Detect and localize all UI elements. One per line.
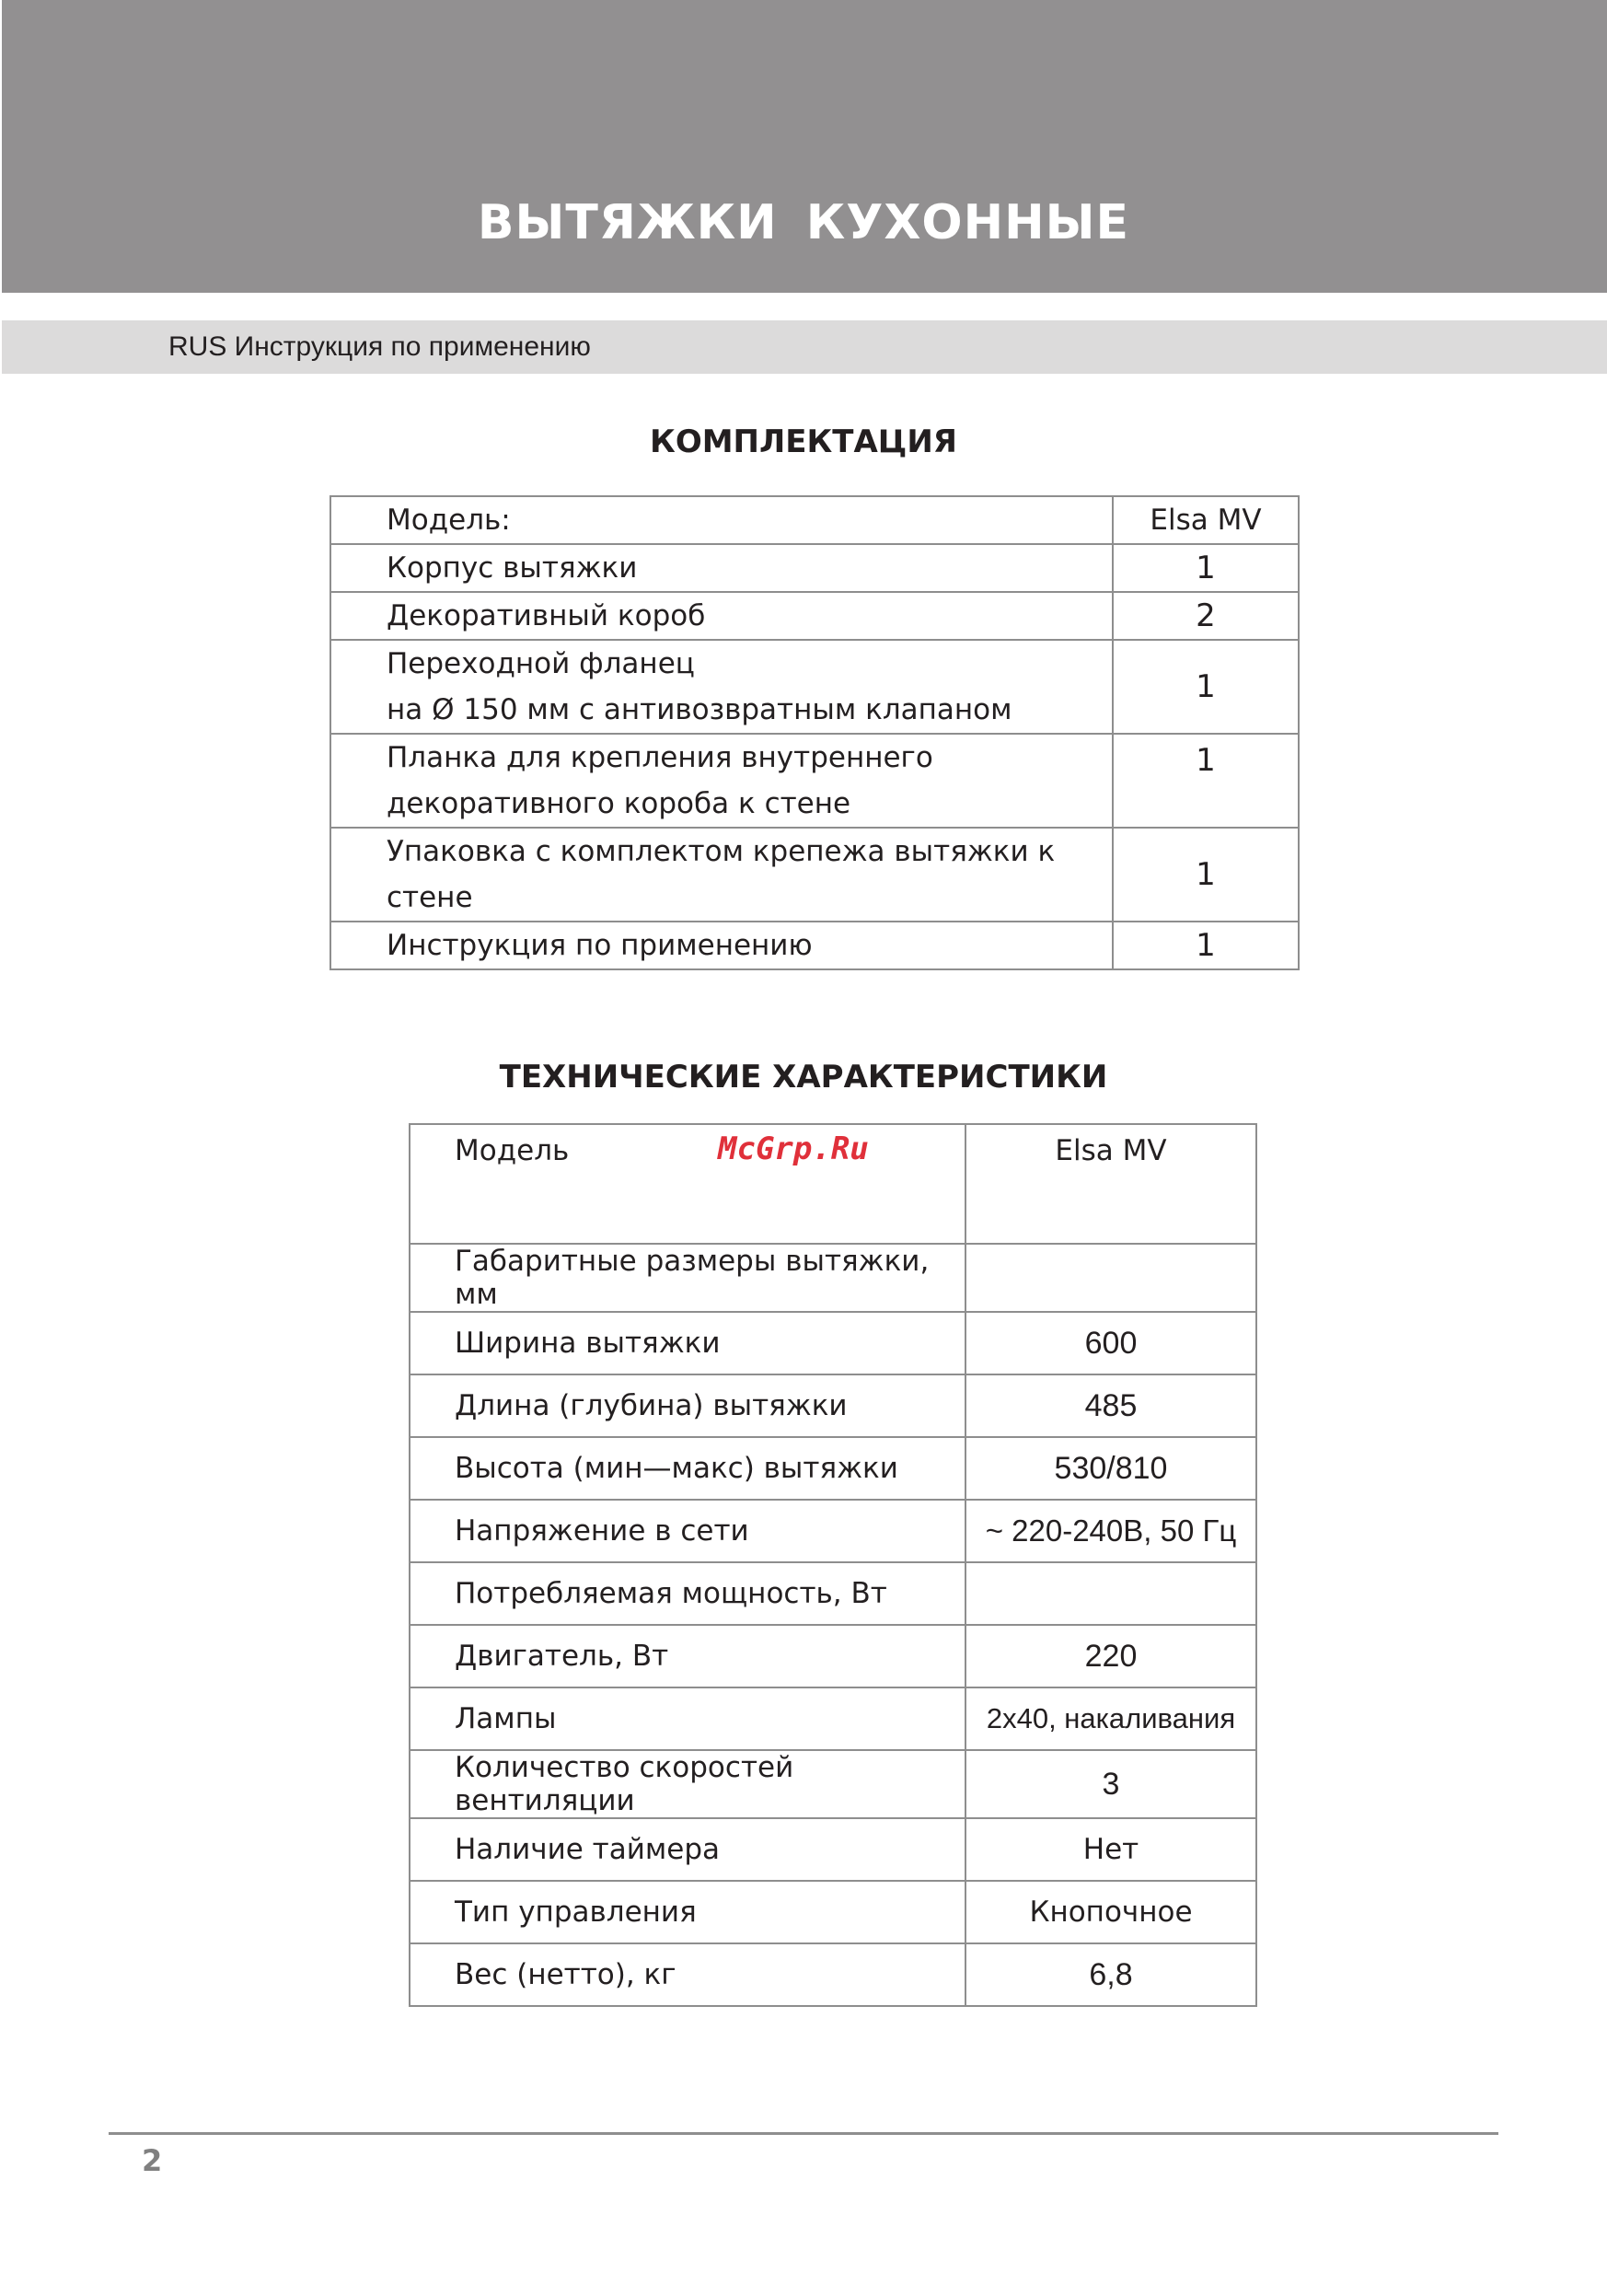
- table-cell-value: [965, 1562, 1256, 1625]
- name-line: на Ø 150 мм с антивозвратным клапаном: [387, 693, 1012, 726]
- name-line: Планка для крепления внутреннего: [387, 741, 933, 774]
- komplektatsiya-title: КОМПЛЕКТАЦИЯ: [650, 423, 957, 460]
- table-cell-value: Elsa MV: [1113, 496, 1299, 544]
- table-cell-name: Ширина вытяжки: [410, 1312, 965, 1374]
- page-number: 2: [142, 2143, 163, 2178]
- table-cell-value: 2: [1113, 592, 1299, 640]
- table-cell-value: Кнопочное: [965, 1881, 1256, 1943]
- watermark-text: McGrp.Ru: [718, 1131, 869, 1167]
- table-row: [410, 1500, 1256, 1562]
- table-row: [410, 1625, 1256, 1687]
- table-cell-value: 2x40, накаливания: [965, 1687, 1256, 1750]
- table-cell-name: Модель:: [330, 496, 1113, 544]
- table-row: [330, 828, 1299, 922]
- table-cell-name: Напряжение в сети: [410, 1500, 965, 1562]
- page-title: ВЫТЯЖКИ КУХОННЫЕ: [477, 195, 1130, 250]
- table-cell-name: Лампы: [410, 1687, 965, 1750]
- tech-table: [409, 1123, 1257, 2007]
- table-cell-value: 1: [1113, 640, 1299, 734]
- table-cell-name: Длина (глубина) вытяжки: [410, 1374, 965, 1437]
- footer-divider: [109, 2132, 1498, 2135]
- table-cell-value: 6,8: [965, 1943, 1256, 2006]
- table-cell-value: 485: [965, 1374, 1256, 1437]
- table-cell-value: 1: [1113, 828, 1299, 922]
- table-cell-name: Высота (мин—макс) вытяжки: [410, 1437, 965, 1500]
- table-cell-name: Габаритные размеры вытяжки, мм: [410, 1244, 965, 1312]
- table-row: [410, 1312, 1256, 1374]
- table-cell-name: Упаковка с комплектом крепежа вытяжки к стене: [330, 828, 1113, 922]
- table-cell-name: Наличие таймера: [410, 1818, 965, 1881]
- table-cell-name: Модель: [410, 1124, 965, 1244]
- table-row: [330, 544, 1299, 592]
- table-cell-name: Вес (нетто), кг: [410, 1943, 965, 2006]
- table-row: [410, 1437, 1256, 1500]
- table-cell-value: 1: [1113, 922, 1299, 969]
- subheader-text: RUS Инструкция по применению: [168, 331, 591, 362]
- table-cell-value: 530/810: [965, 1437, 1256, 1500]
- table-row: [330, 496, 1299, 544]
- name-line: Переходной фланец: [387, 647, 695, 680]
- table-cell-value: ~ 220-240В, 50 Гц: [965, 1500, 1256, 1562]
- table-cell-name: Тип управления: [410, 1881, 965, 1943]
- table-row: [410, 1881, 1256, 1943]
- table-cell-name: Потребляемая мощность, Вт: [410, 1562, 965, 1625]
- table-row: [330, 734, 1299, 828]
- table-cell-name: [330, 640, 1113, 734]
- table-row: [410, 1943, 1256, 2006]
- table-cell-name: Двигатель, Вт: [410, 1625, 965, 1687]
- table-row: [330, 640, 1299, 734]
- table-row: [410, 1750, 1256, 1818]
- table-row: [330, 922, 1299, 969]
- table-row: [410, 1374, 1256, 1437]
- table-row: [410, 1244, 1256, 1312]
- table-cell-value: 600: [965, 1312, 1256, 1374]
- table-row: [410, 1687, 1256, 1750]
- table-row: [330, 592, 1299, 640]
- table-cell-name: Инструкция по применению: [330, 922, 1113, 969]
- table-cell-name: Количество скоростей вентиляции: [410, 1750, 965, 1818]
- table-cell-value: 1: [1113, 544, 1299, 592]
- name-line: декоративного короба к стене: [387, 787, 851, 820]
- table-cell-value: [965, 1244, 1256, 1312]
- table-cell-name: Декоративный короб: [330, 592, 1113, 640]
- tech-title: ТЕХНИЧЕСКИЕ ХАРАКТЕРИСТИКИ: [499, 1059, 1108, 1096]
- table-cell-value: 220: [965, 1625, 1256, 1687]
- table-cell-name: Корпус вытяжки: [330, 544, 1113, 592]
- table-cell-name: [330, 734, 1113, 828]
- table-cell-value: Elsa MV: [965, 1124, 1256, 1244]
- table-cell-value: Нет: [965, 1818, 1256, 1881]
- table-row: [410, 1818, 1256, 1881]
- table-cell-value: 1: [1113, 734, 1299, 828]
- table-row: [410, 1562, 1256, 1625]
- table-cell-value: 3: [965, 1750, 1256, 1818]
- komplektatsiya-table: [329, 495, 1300, 970]
